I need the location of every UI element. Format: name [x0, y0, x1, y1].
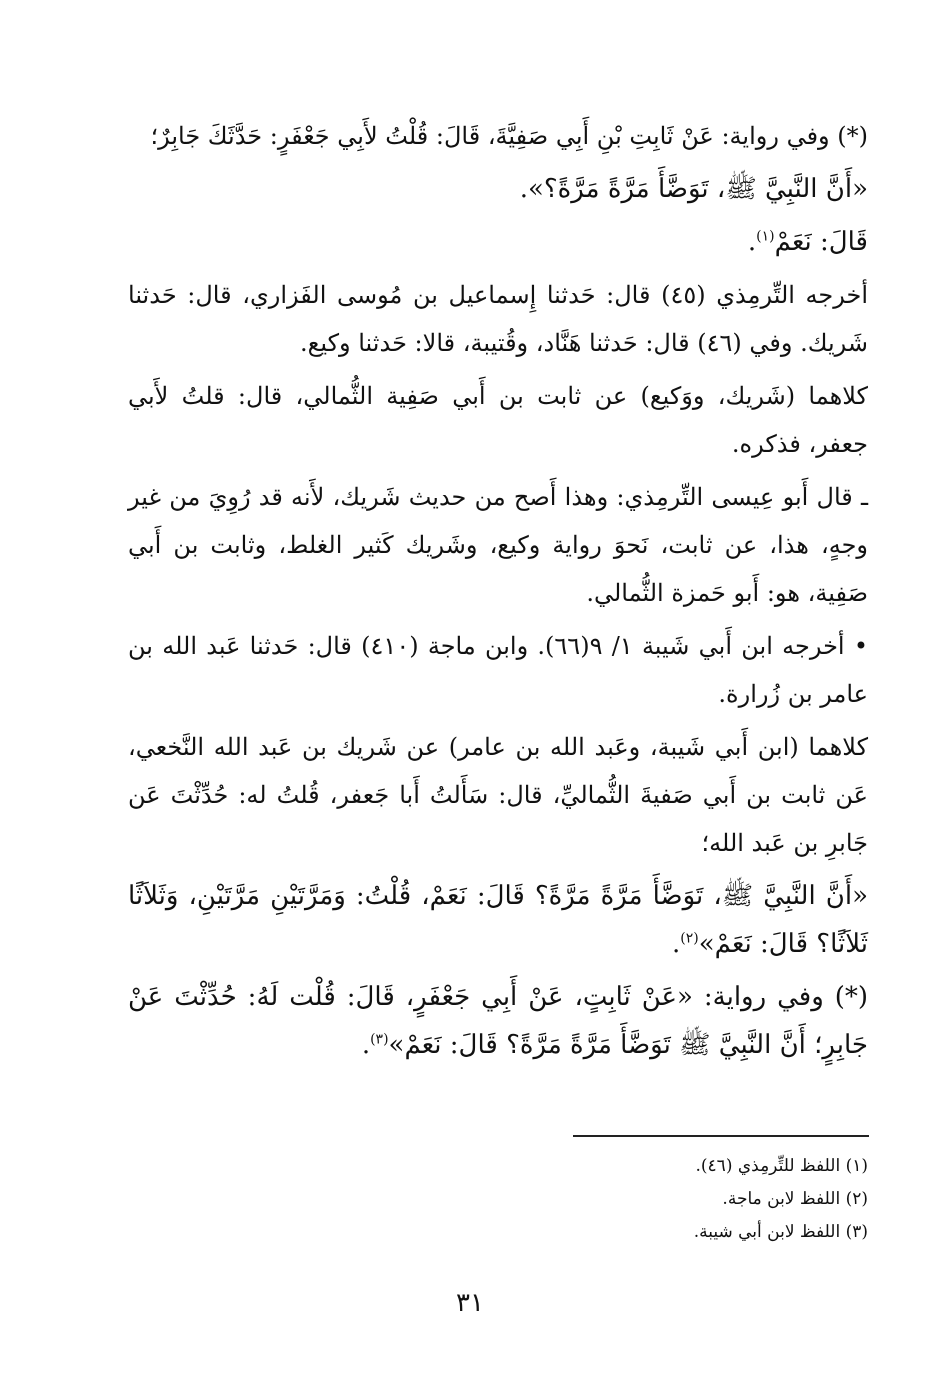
footnote-1: (١) اللفظ للتِّرمِذي (٤٦). [695, 1156, 868, 1176]
footnote-ref-1: (١) [756, 228, 775, 245]
footnote-ref-2: (٢) [680, 930, 699, 947]
paragraph-chain-2: كلاهما (ابن أَبي شَيبة، وعَبد الله بن عامر) عن شَريك بن عَبد الله النَّخعي، عَن ثابت بن أَبي صَفيةَ الثُّماليِّ، قال: سَأَلتُ أَبا جَعفر، قُلتُ له: حُدِّثْتَ عَن جَابرِ بن عَبد الله؛ [128, 733, 868, 857]
page-number: ٣١ [456, 1288, 484, 1318]
answer-text: قَالَ: نَعَمْ$^{(١)}$. [747, 227, 868, 257]
footnote-ref-3: (٣) [370, 1031, 389, 1048]
paragraph-chain-1: كلاهما (شَريك، ووَكيع) عن ثابت بن أَبي صَفِية الثُّمالي، قال: قلتُ لأَبي جعفر، فذكره. [128, 382, 868, 458]
hadith-text-3: (*) وفي رواية: «عَنْ ثَابِتٍ، عَنْ أَبِي جَعْفَرٍ، قَالَ: قُلْت لَهُ: حُدِّثْتَ عَنْ جَابِرٍ؛ أَنَّ النَّبِيَّ ﷺ تَوَضَّأَ مَرَّةً مَرَّةً؟ قَالَ: نَعَمْ»$^{(٣)}$. [128, 982, 868, 1060]
footnote-2: (٢) اللفظ لابن ماجة. [722, 1189, 868, 1209]
paragraph-tirmidhi-comment: ـ قال أَبو عِيسى التِّرمِذي: وهذا أَصح من حديث شَريك، لأَنه قد رُوِيَ من غير وجهٍ، هذا، عن ثابت، نَحوَ رواية وكيع، وشَريك كَثير الغلط، وثابت بن أَبي صَفِية، هو: أَبو حَمزة الثُّمالي. [128, 483, 869, 607]
hadith-text-1: «أَنَّ النَّبِيَّ ﷺ، تَوَضَّأَ مَرَّةً مَرَّةً؟». [519, 174, 868, 204]
footnotes [500, 1150, 868, 1249]
paragraph-takhrij-2: • أخرجه ابن أَبي شَيبة ١/ ٩(٦٦). وابن ماجة (٤١٠) قال: حَدثنا عَبد الله بن عامر بن زُرارة. [128, 632, 868, 708]
footnote-3: (٣) اللفظ لابن أبي شيبة. [693, 1222, 868, 1242]
paragraph-takhrij-1: أخرجه التِّرمِذي (٤٥) قال: حَدثنا إِسماعيل بن مُوسى الفَزاري، قال: حَدثنا شَريك. وفي (٤٦) قال: حَدثنا هَنَّاد، وقُتيبة، قالا: حَدثنا وكيع. [128, 281, 868, 357]
main-text [128, 112, 868, 1074]
paragraph-narration-1: (*) وفي رواية: عَنْ ثَابِتِ بْنِ أَبِي صَفِيَّةَ، قَالَ: قُلْتُ لأَبِي جَعْفَرٍ: حَدَّثَكَ جَابِرٌ؛ [150, 122, 868, 150]
hadith-text-2: «أَنَّ النَّبِيَّ ﷺ، تَوَضَّأَ مَرَّةً مَرَّةً؟ قَالَ: نَعَمْ، قُلْتُ: وَمَرَّتَيْنِ مَرَّتَيْنِ، وَثَلاَثًا ثَلاَثًا؟ قَالَ: نَعَمْ»$^{(٢)}$. [128, 881, 868, 959]
footnote-divider [573, 1135, 869, 1137]
